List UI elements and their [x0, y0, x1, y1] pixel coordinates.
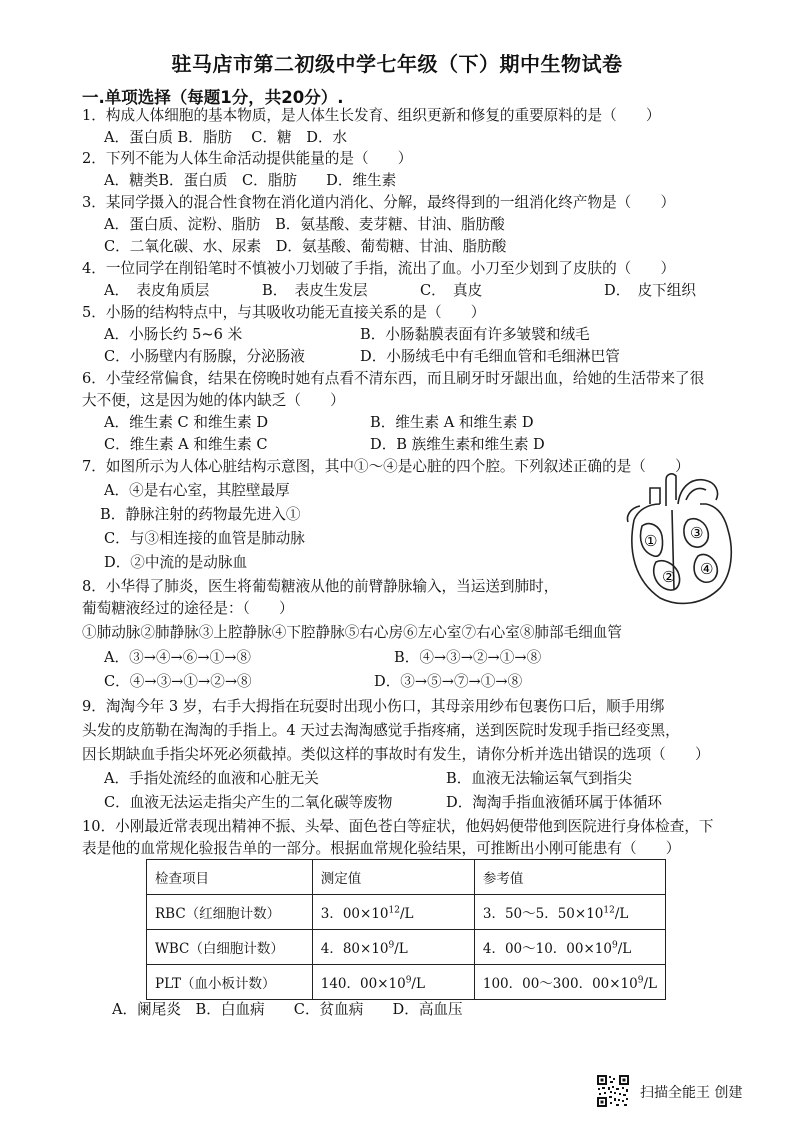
q5-option-c: C．小肠壁内有肠腺，分泌肠液	[104, 348, 305, 365]
table-row	[147, 930, 666, 965]
q6-stem-line2: 大不便，这是因为她的体内缺乏（ ）	[82, 392, 345, 409]
table-cell-ref: 100．00～300．$00\times 10^9/L$	[474, 965, 665, 1000]
table-row	[147, 965, 666, 1000]
q4-stem: 4．一位同学在削铅笔时不慎被小刀划破了手指，流出了血。小刀至少划到了皮肤的（ ）	[82, 260, 676, 277]
table-cell-value: 140．$00\times 10^9/L$	[312, 965, 474, 1000]
heart-chamber-2-label: ②	[662, 568, 676, 586]
heart-chamber-3-label: ③	[690, 524, 704, 542]
q8-items: ①肺动脉②肺静脉③上腔静脉④下腔静脉⑤右心房⑥左心室⑦右心室⑧肺部毛细血管	[82, 624, 622, 641]
q3-options-ab: A．蛋白质、淀粉、脂肪 B．氨基酸、麦芽糖、甘油、脂肪酸	[104, 216, 505, 233]
q8-stem-line1: 8．小华得了肺炎，医生将葡萄糖液从他的前臂静脉输入，当运送到肺时，	[82, 578, 559, 595]
q4-option-c: C． 真皮	[420, 282, 483, 299]
q3-stem: 3．某同学摄入的混合性食物在消化道内消化、分解，最终得到的一组消化终产物是（ ）	[82, 194, 676, 211]
q8-option-c: C．④→③→①→②→⑧	[104, 673, 252, 690]
table-cell-ref: 4．00～10．$00\times 10^9/L$	[474, 930, 665, 965]
q9-option-a: A．手指处流经的血液和心脏无关	[104, 770, 319, 787]
q1-stem: 1．构成人体细胞的基本物质，是人体生长发育、组织更新和修复的重要原料的是（ ）	[82, 107, 661, 124]
section-heading: 一.单项选择（每题1分，共20分）.	[82, 88, 344, 107]
q6-stem-line1: 6．小莹经常偏食，结果在傍晚时她有点看不清东西，而且刷牙时牙龈出血，给她的生活带来了很	[82, 370, 705, 387]
q5-stem: 5．小肠的结构特点中，与其吸收功能无直接关系的是（ ）	[82, 304, 486, 321]
q9-option-b: B．血液无法输运氧气到指尖	[446, 770, 632, 787]
q4-option-b: B． 表皮生发层	[262, 282, 368, 299]
table-cell-item: WBC（白细胞计数）	[147, 930, 313, 965]
q7-option-a: A．④是右心室，其腔壁最厚	[104, 482, 290, 499]
q5-option-d: D．小肠绒毛中有毛细血管和毛细淋巴管	[360, 348, 620, 365]
q9-stem-line2: 头发的皮筋勒在淘淘的手指上。4 天过去淘淘感觉手指疼痛，送到医院时发现手指已经变黑，	[82, 722, 680, 739]
q9-option-c: C．血液无法运走指尖产生的二氧化碳等废物	[104, 794, 393, 811]
q1-options: A．蛋白质 B．脂肪 C．糖 D．水	[104, 129, 348, 146]
q6-option-a: A．维生素 C 和维生素 D	[104, 414, 269, 431]
q6-option-b: B．维生素 A 和维生素 D	[370, 414, 534, 431]
q5-option-b: B．小肠黏膜表面有许多皱襞和绒毛	[360, 326, 590, 343]
q5-option-a: A．小肠长约 5~6 米	[104, 326, 243, 343]
q9-stem-line1: 9．淘淘今年 3 岁，右手大拇指在玩耍时出现小伤口，其母亲用纱布包裹伤口后，顺手用绑	[82, 698, 665, 715]
table-cell-ref: 3．50～5．$50\times 10^{12}/L$	[474, 895, 665, 930]
blood-test-table	[146, 859, 666, 1000]
q4-option-d: D． 皮下组织	[604, 282, 696, 299]
qr-code-icon	[596, 1074, 630, 1108]
q8-option-a: A．③→④→⑥→①→⑧	[104, 649, 252, 666]
table-header-row	[147, 860, 666, 895]
scanner-watermark	[596, 1074, 776, 1110]
table-cell-item: RBC（红细胞计数）	[147, 895, 313, 930]
table-header-cell: 测定值	[312, 860, 474, 895]
table-cell-item: PLT（血小板计数）	[147, 965, 313, 1000]
exam-title: 驻马店市第二初级中学七年级（下）期中生物试卷	[171, 52, 623, 76]
q7-option-b: B．静脉注射的药物最先进入①	[100, 506, 301, 523]
q9-option-d: D．淘淘手指血液循环属于体循环	[446, 794, 663, 811]
q2-options: A．糖类B．蛋白质 C．脂肪 D．维生素	[104, 172, 397, 189]
q8-option-b: B．④→③→②→①→⑧	[394, 649, 542, 666]
q4-option-a: A． 表皮角质层	[104, 282, 210, 299]
q7-option-c: C．与③相连接的血管是肺动脉	[104, 530, 305, 547]
table-header-cell: 检查项目	[147, 860, 313, 895]
q8-stem-line2: 葡萄糖液经过的途径是：（ ）	[82, 600, 294, 617]
table-cell-value: 3．$00\times 10^{12}/L$	[312, 895, 474, 930]
table-row	[147, 895, 666, 930]
heart-diagram	[620, 470, 740, 610]
q6-option-c: C．维生素 A 和维生素 C	[104, 436, 268, 453]
q2-stem: 2．下列不能为人体生命活动提供能量的是（ ）	[82, 150, 413, 167]
heart-chamber-1-label: ①	[644, 532, 658, 550]
q7-stem: 7．如图所示为人体心脏结构示意图，其中①～④是心脏的四个腔。下列叙述正确的是（ ）	[82, 458, 690, 475]
heart-chamber-4-label: ④	[700, 560, 714, 578]
q10-stem-line2: 表是他的血常规化验报告单的一部分。根据血常规化验结果，可推断出小刚可能患有（ ）	[82, 840, 681, 857]
q9-stem-line3: 因长期缺血手指尖坏死必须截掉。类似这样的事故时有发生，请你分析并选出错误的选项（ ）	[82, 746, 710, 763]
table-cell-value: 4．$80\times 10^9/L$	[312, 930, 474, 965]
q3-options-cd: C．二氧化碳、水、尿素 D．氨基酸、葡萄糖、甘油、脂肪酸	[104, 238, 507, 255]
q10-options: A．阑尾炎 B．白血病 C．贫血病 D．高血压	[112, 1001, 463, 1018]
q8-option-d: D．③→⑤→⑦→①→⑧	[374, 673, 523, 690]
watermark-text: 扫描全能王 创建	[640, 1085, 743, 1101]
q7-option-d: D．②中流的是动脉血	[104, 554, 248, 571]
q10-stem-line1: 10．小刚最近常表现出精神不振、头晕、面色苍白等症状，他妈妈便带他到医院进行身体检查，下	[82, 818, 714, 835]
table-header-cell: 参考值	[474, 860, 665, 895]
q6-option-d: D．B 族维生素和维生素 D	[370, 436, 545, 453]
